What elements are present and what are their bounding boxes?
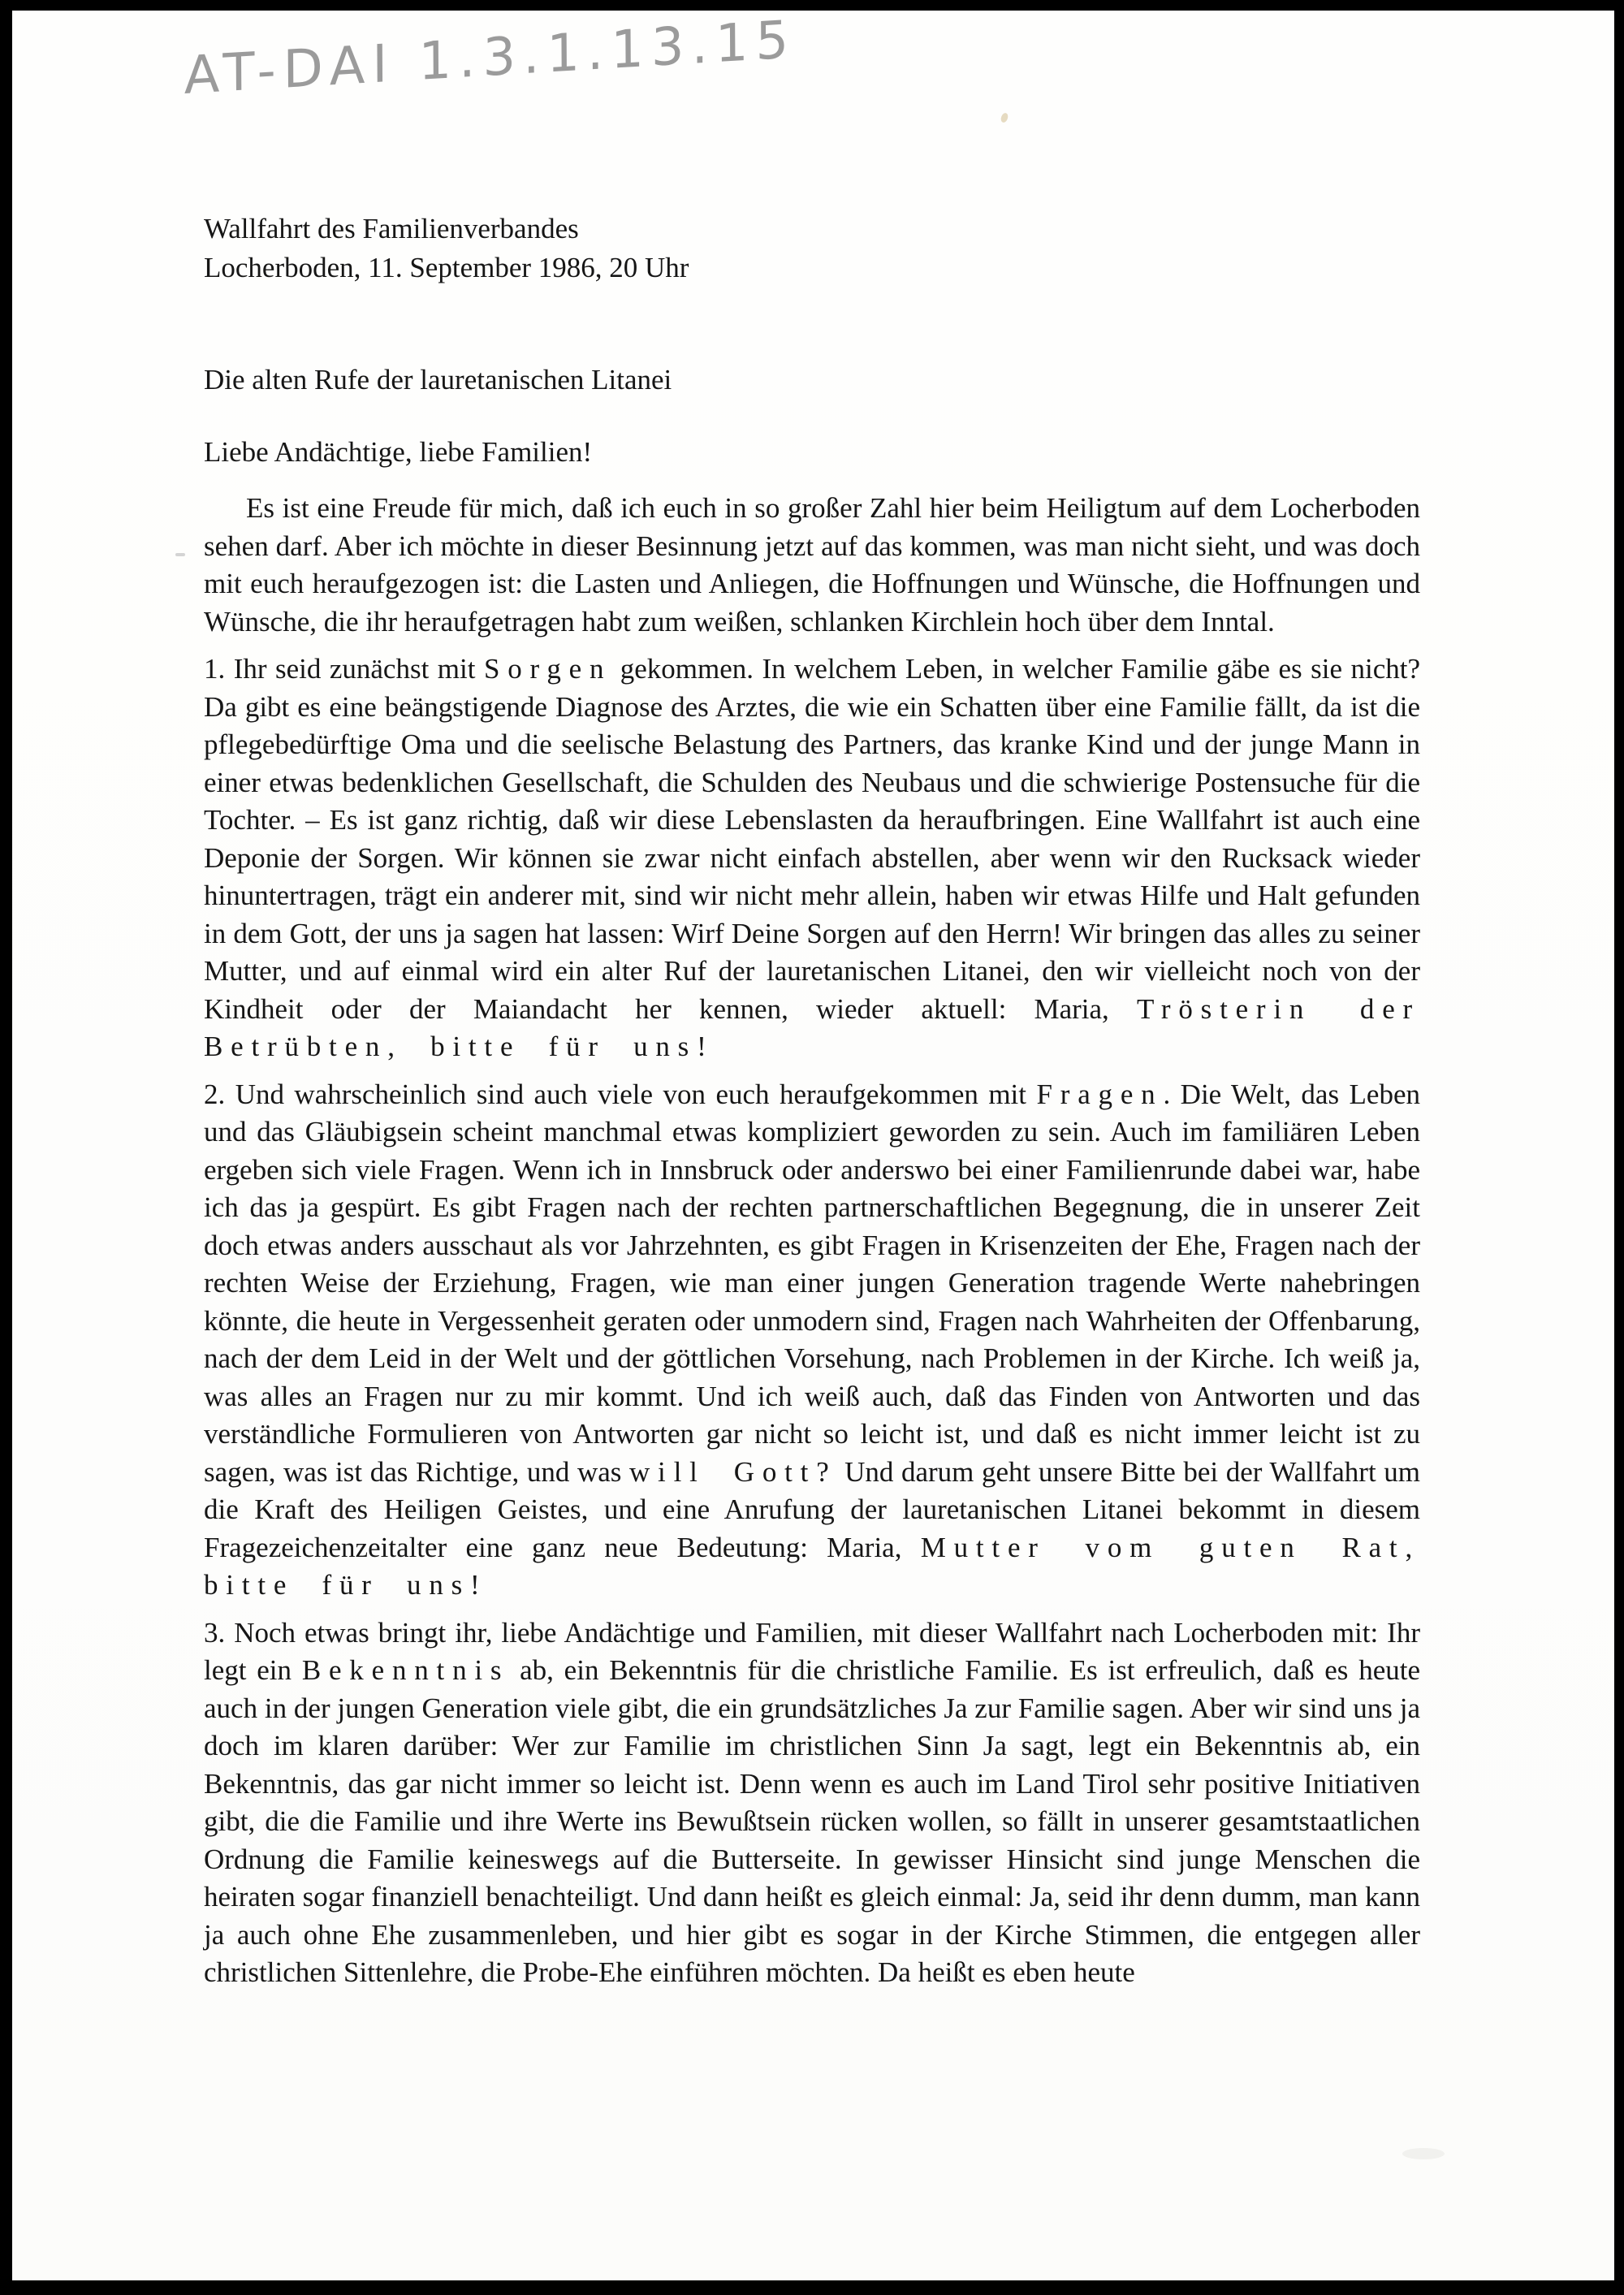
header-event-line: Wallfahrt des Familienverbandes — [204, 213, 579, 244]
paragraph — [204, 1076, 1420, 1605]
emphasized-text-run: Mutter vom guten Rat, bitte für uns! — [204, 1531, 1420, 1601]
paper-sheet — [12, 11, 1614, 2280]
archive-reference-annotation: AT-DAI 1.3.1.13.15 — [184, 10, 797, 107]
document-header — [204, 210, 1420, 287]
paragraph — [204, 490, 1420, 641]
document-content — [204, 210, 1420, 1992]
text-run: Es ist eine Freude für mich, daß ich euch in so großer Zahl hier beim Heiligtum auf dem Locherboden sehen darf. Aber ich möchte in dieser Besinnung jetzt auf das kommen, was man nicht sieht, und was doch mit euch heraufgezogen ist: die Lasten und Anliegen, die Hoffnungen und Wünsche, die Hoffnungen und Wünsche, die ihr heraufgetragen habt zum weißen, schlanken Kirchlein hoch über dem Inntal. — [204, 492, 1420, 638]
text-run: 1. Ihr seid zunächst mit — [204, 653, 484, 685]
paragraph — [204, 650, 1420, 1066]
scan-smudge — [1402, 2148, 1445, 2159]
paragraph — [204, 1614, 1420, 1992]
text-run: . Die Welt, das Leben und das Gläubigsein scheint manchmal etwas kompliziert geworden zu sein. Auch im familiären Leben ergeben sich viele Fragen. Wenn ich in Innsbruck oder anderswo bei einer Familienrunde dabei war, habe ich das ja gespürt. Es gibt Fragen nach der rechten partnerschaftlichen Begegnung, die in unserer Zeit doch etwas anders ausschaut als vor Jahrzehnten, es gibt Fragen in Krisenzeiten der Ehe, Fragen nach der rechten Weise der Erziehung, Fragen, wie man einer jungen Generation tragende Werte nahebringen könnte, die heute in Vergessenheit geraten oder unmodern sind, Fragen nach Wahrheiten der Offenbarung, nach der dem Leid in der Welt und der göttlichen Vorsehung, nach Problemen in der Kirche. Ich weiß ja, was alles an Fragen nur zu mir kommt. Und ich weiß auch, daß das Finden von Antworten und das verständliche Formulieren von Antworten gar nicht so leicht ist, und daß es nicht immer leicht ist zu sagen, was ist das Richtige, und was — [204, 1078, 1420, 1488]
salutation: Liebe Andächtige, liebe Familien! — [204, 436, 593, 468]
emphasized-text-run: will Gott? — [628, 1455, 837, 1488]
emphasized-text-run: Bekenntnis — [301, 1654, 510, 1686]
emphasized-text-run: Trösterin der Betrübten, bitte für uns! — [204, 992, 1421, 1062]
emphasized-text-run: Fragen — [1036, 1078, 1164, 1110]
text-run: 3. Noch etwas bringt ihr, liebe Andächtige und Familien, mit dieser Wallfahrt nach Locherboden mit: Ihr legt ein — [204, 1616, 1420, 1686]
emphasized-text-run: Sorgen — [483, 653, 612, 685]
text-run: Und darum geht unsere Bitte bei der Wallfahrt um die Kraft des Heiligen Geistes, und eine Anrufung der lauretanischen Litanei bekommt in diesem Fragezeichenzeitalter eine ganz neue Bedeutung: Maria, — [204, 1455, 1420, 1563]
text-run: gekommen. In welchem Leben, in welcher Familie gäbe es sie nicht? Da gibt es eine beängstigende Diagnose des Arztes, die wie ein Schatten über eine Familie fällt, da ist die pflegebedürftige Oma und die seelische Belastung des Partners, das kranke Kind und der junge Mann in einer etwas bedenklichen Gesellschaft, die Schulden des Neubaus und die schwierige Postensuche für die Tochter. – Es ist ganz richtig, daß wir diese Lebenslasten da heraufbringen. Eine Wallfahrt ist auch eine Deponie der Sorgen. Wir können sie zwar nicht einfach abstellen, aber wenn wir den Rucksack wieder hinuntertragen, trägt ein anderer mit, sind wir nicht mehr allein, haben wir etwas Hilfe und Halt gefunden in dem Gott, der uns ja sagen hat lassen: Wirf Deine Sorgen auf den Herrn! Wir bringen das alles zu seiner Mutter, und auf einmal wird ein alter Ruf der lauretanischen Litanei, den wir vielleicht noch von der Kindheit oder der Maiandacht her kennen, wieder aktuell: Maria, — [204, 653, 1420, 1025]
document-body — [204, 490, 1420, 1992]
text-run: 2. Und wahrscheinlich sind auch viele von euch heraufgekommen mit — [204, 1078, 1037, 1110]
header-place-date-line: Locherboden, 11. September 1986, 20 Uhr — [204, 252, 689, 283]
scan-speck — [175, 553, 185, 556]
text-run: ab, ein Bekenntnis für die christliche Familie. Es ist erfreulich, daß es heute auch in der jungen Generation viele gibt, die ein grundsätzliches Ja zur Familie sagen. Aber wir sind uns ja doch im klaren darüber: Wer zur Familie im christlichen Sinn Ja sagt, legt ein Bekenntnis ab, ein Bekenntnis, das gar nicht immer so leicht ist. Denn wenn es auch im Land Tirol sehr positive Initiativen gibt, die die Familie und ihre Werte ins Bewußtsein rücken wollen, so fällt in unserer gesamtstaatlichen Ordnung die Familie keineswegs auf die Butterseite. In gewisser Hinsicht sind junge Menschen die heiraten sogar finanziell benachteiligt. Und dann heißt es gleich einmal: Ja, seid ihr denn dumm, man kann ja auch ohne Ehe zusammenleben, und hier gibt es sogar in der Kirche Stimmen, die entgegen aller christlichen Sittenlehre, die Probe-Ehe einführen möchten. Da heißt es eben heute — [204, 1654, 1420, 1988]
document-title: Die alten Rufe der lauretanischen Litanei — [204, 364, 672, 395]
scan-speck — [1000, 112, 1009, 123]
